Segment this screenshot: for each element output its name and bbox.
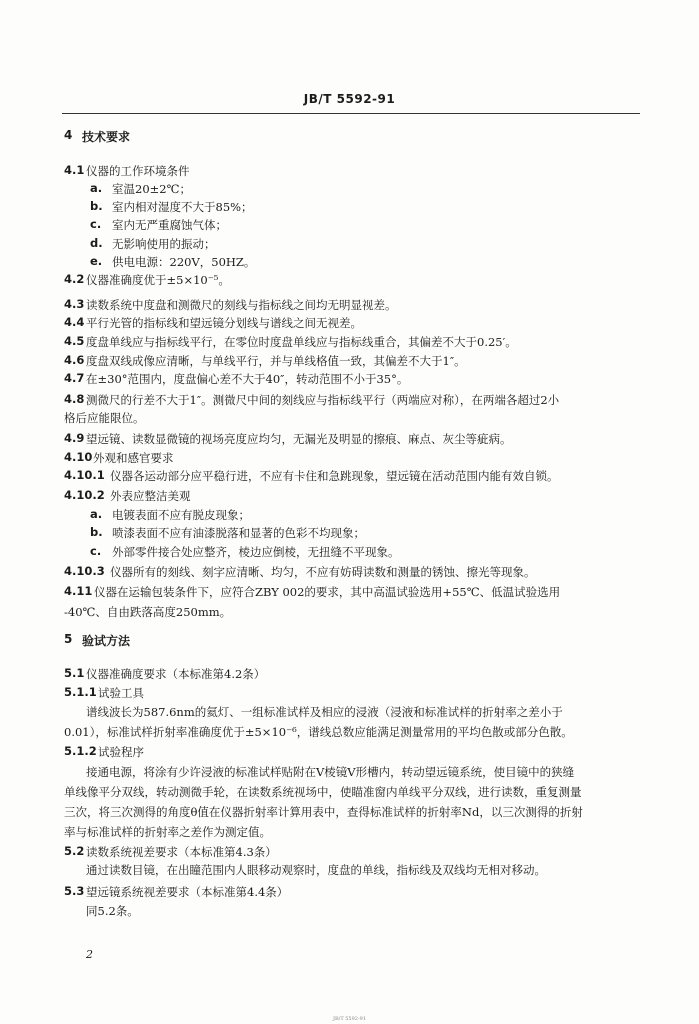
clause-text: 试验程序 (98, 745, 144, 759)
clause-text: 度盘单线应与指标线平行，在零位时度盘单线应与指标线重合，其偏差不大于0.25′。 (86, 335, 517, 349)
clause-number: 4.10.3 (64, 564, 105, 578)
clause-number: b. (90, 199, 103, 213)
clause-number: 4.10.1 (64, 468, 105, 482)
clause-text: 室内相对湿度不大于85%； (112, 200, 253, 214)
clause-number: 4.4 (64, 315, 85, 329)
clause-number: a. (90, 507, 103, 521)
clause-text: 0.01），标准试样折射率准确度优于±5×10⁻⁶，谱线总数应能满足测量常用的平均色散或部分色散。 (64, 725, 573, 739)
clause-text: 望远镜系统视差要求（本标准第4.4条） (86, 885, 289, 899)
clause-number: 4.2 (64, 272, 85, 286)
clause-text: 外观和感官要求 (93, 451, 174, 465)
clause-number: a. (90, 181, 103, 195)
clause-text: 测微尺的行差不大于1″。测微尺中间的刻线应与指标线平行（两端应对称），在两端各超过2小 (86, 393, 560, 407)
clause-text: 外表应整洁美观 (110, 489, 191, 503)
clause-text: 仪器所有的刻线、刻字应清晰、均匀，不应有妨碍读数和测量的锈蚀、擦光等现象。 (110, 565, 536, 579)
clause-number: 5.1.1 (64, 685, 97, 699)
clause-number: 5.1.2 (64, 744, 97, 758)
clause-number: 4.10 (64, 450, 93, 464)
clause-number: c. (90, 217, 102, 231)
clause-number: 5.3 (64, 884, 85, 898)
clause-number: 4.9 (64, 431, 85, 445)
clause-number: 4.8 (64, 392, 85, 406)
clause-text: 同5.2条。 (86, 904, 139, 918)
clause-text: 电镀表面不应有脱皮现象； (112, 508, 250, 522)
clause-number: 5.1 (64, 666, 85, 680)
clause-text: 率与标准试样的折射率之差作为测定值。 (64, 825, 271, 839)
clause-number: 4.5 (64, 334, 85, 348)
clause-text: 供电电源：220V，50HZ。 (112, 255, 256, 269)
clause-text: 格后应能限位。 (64, 411, 145, 425)
clause-text: 仪器准确度要求（本标准第4.2条） (86, 667, 266, 681)
clause-number: 4.7 (64, 371, 85, 385)
clause-text: 外部零件接合处应整齐，棱边应倒棱，无扭缝不平现象。 (112, 545, 400, 559)
clause-text: 无影响使用的振动； (112, 237, 216, 251)
clause-number: 4.3 (64, 297, 85, 311)
clause-number: 4.1 (64, 163, 85, 177)
section4-heading: 技术要求 (82, 130, 131, 144)
clause-text: 仪器准确度优于±5×10⁻⁵。 (86, 273, 230, 287)
clause-text: 单线像平分双线，转动测微手轮，在读数系统视场中，使瞄准窗内单线平分双线，进行读数，重复测量 (64, 785, 582, 799)
clause-text: 接通电源，将涂有少许浸液的标准试样贴附在V棱镜V形槽内，转动望远镜系统，使目镜中的狭缝 (86, 765, 575, 779)
clause-number: e. (90, 254, 103, 268)
clause-text: 室温20±2℃； (112, 182, 191, 196)
section4-number: 4 (64, 128, 73, 142)
clause-text: 仪器在运输包装条件下，应符合ZBY 002的要求，其中高温试验选用+55℃、低温试验选用 (94, 585, 561, 599)
clause-number: 4.10.2 (64, 488, 105, 502)
clause-text: 通过读数目镜，在出瞳范围内人眼移动观察时，度盘的单线，指标线及双线均无相对移动。 (86, 863, 546, 877)
section5-heading: 验试方法 (82, 634, 131, 648)
clause-text: 仪器的工作环境条件 (86, 164, 190, 178)
clause-number: 4.11 (64, 584, 93, 598)
clause-text: 读数系统视差要求（本标准第4.3条） (86, 845, 277, 859)
clause-number: 4.6 (64, 353, 85, 367)
clause-number: b. (90, 525, 103, 539)
clause-text: 望远镜、读数显微镜的视场亮度应均匀，无漏光及明显的擦痕、麻点、灰尘等疵病。 (86, 432, 512, 446)
clause-text: 试验工具 (98, 686, 144, 700)
clause-text: 喷漆表面不应有油漆脱落和显著的色彩不均现象； (112, 526, 365, 540)
clause-text: -40℃、自由跌落高度250mm。 (64, 605, 232, 619)
page-number: 2 (86, 948, 93, 961)
section5-number: 5 (64, 632, 73, 646)
clause-text: 在±30°范围内，度盘偏心差不大于40″，转动范围不小于35°。 (86, 372, 409, 386)
clause-text: 仪器各运动部分应平稳行进，不应有卡住和急跳现象，望远镜在活动范围内能有效自锁。 (110, 469, 559, 483)
footer-note: JB/T 5592-91 (332, 1016, 367, 1022)
clause-text: 度盘双线成像应清晰，与单线平行，并与单线格值一致，其偏差不大于1″。 (86, 354, 466, 368)
clause-text: 室内无严重腐蚀气体； (112, 218, 227, 232)
clause-number: d. (90, 236, 103, 250)
clause-text: 三次，将三次测得的角度θ值在仪器折射率计算用表中，查得标准试样的折射率Nd，以三次测得的折射 (64, 805, 583, 819)
header-rule (62, 113, 640, 114)
clause-text: 平行光管的指标线和望远镜分划线与谱线之间无视差。 (86, 316, 362, 330)
clause-text: 读数系统中度盘和测微尺的刻线与指标线之间均无明显视差。 (86, 298, 397, 312)
clause-number: c. (90, 544, 102, 558)
clause-number: 5.2 (64, 844, 85, 858)
page-header-title: JB/T 5592-91 (303, 92, 396, 106)
clause-text: 谱线波长为587.6nm的氦灯、一组标准试样及相应的浸液（浸液和标准试样的折射率之差小于 (86, 705, 563, 719)
